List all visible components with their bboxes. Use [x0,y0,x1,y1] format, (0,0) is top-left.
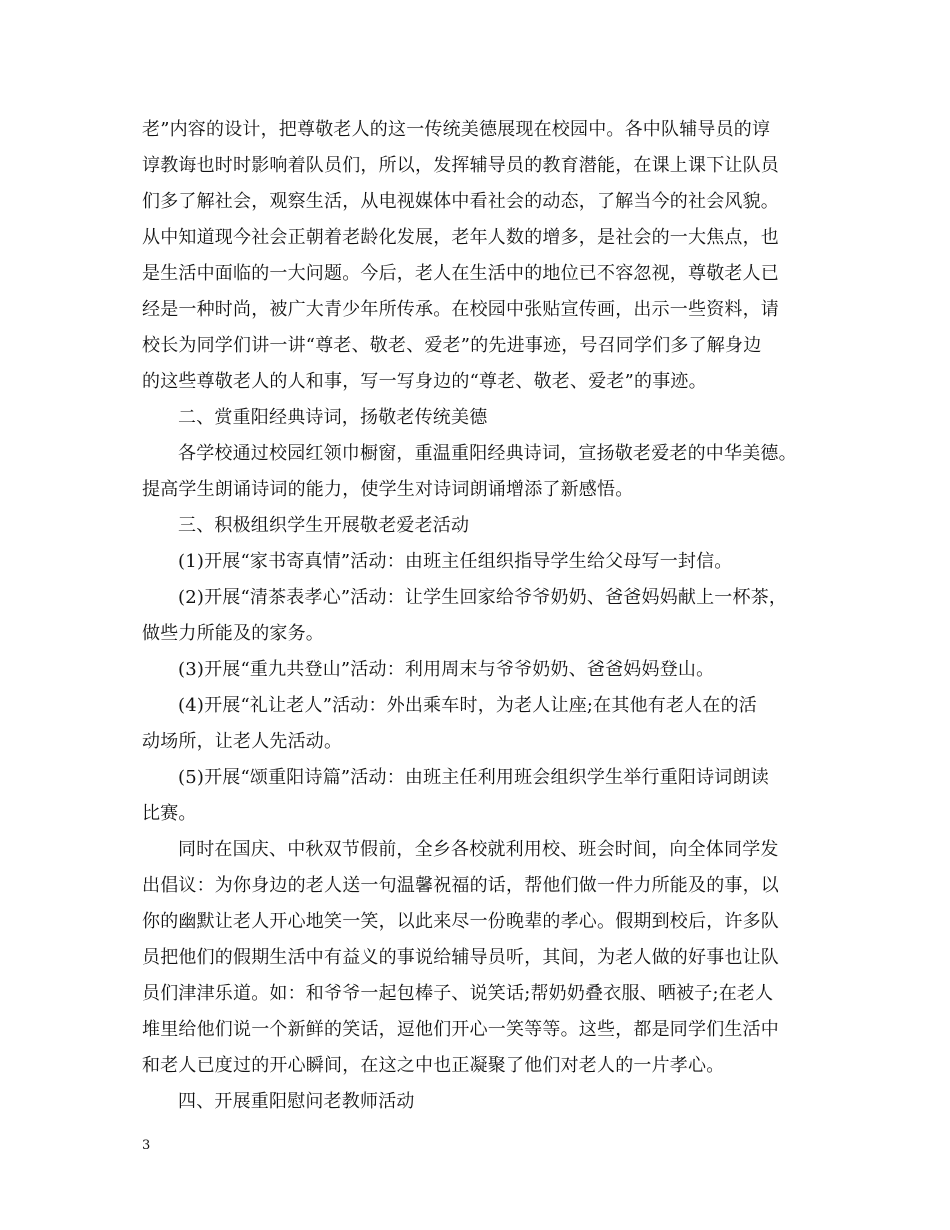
text-line-26: 堆里给他们说一个新鲜的笑话，逗他们开心一笑等等。这些，都是同学们生活中 [142,1019,779,1040]
text-line-25: 员们津津乐道。如：和爷爷一起包棒子、说笑话;帮奶奶叠衣服、晒被子;在老人 [142,983,774,1004]
text-line-6: 经是一种时尚，被广大青少年所传承。在校园中张贴宣传画，出示一些资料，请 [142,299,779,320]
text-line-22: 出倡议：为你身边的老人送一句温馨祝福的话，帮他们做一件力所能及的事，以 [142,875,779,896]
text-line-21: 同时在国庆、中秋双节假前，全乡各校就利用校、班会时间，向全体同学发 [178,839,779,860]
text-line-7: 校长为同学们讲一讲“尊老、敬老、爱老”的先进事迹，号召同学们多了解身边 [142,335,762,356]
list-item-3: (3)开展“重九共登山”活动：利用周末与爷爷奶奶、爸爸妈妈登山。 [178,659,715,680]
list-item-5: (5)开展“颂重阳诗篇”活动：由班主任利用班会组织学生举行重阳诗词朗读 [178,767,769,788]
section-heading-4: 四、开展重阳慰问老教师活动 [178,1091,415,1112]
text-line-3: 们多了解社会，观察生活，从电视媒体中看社会的动态，了解当今的社会风貌。 [142,191,779,212]
list-item-5-continued: 比赛。 [142,803,197,824]
list-item-4-continued: 动场所，让老人先活动。 [142,731,343,752]
text-line-24: 员把他们的假期生活中有益义的事说给辅导员听，其间，为老人做的好事也让队 [142,947,779,968]
list-item-2-continued: 做些力所能及的家务。 [142,623,324,644]
section-heading-2: 二、赏重阳经典诗词，扬敬老传统美德 [178,407,488,428]
list-item-4: (4)开展“礼让老人”活动：外出乘车时，为老人让座;在其他有老人在的活 [178,695,757,716]
text-line-2: 谆教诲也时时影响着队员们，所以，发挥辅导员的教育潜能，在课上课下让队员 [142,155,779,176]
text-line-5: 是生活中面临的一大问题。今后，老人在生活中的地位已不容忽视，尊敬老人已 [142,263,779,284]
text-line-10: 各学校通过校园红领巾橱窗，重温重阳经典诗词，宣扬敬老爱老的中华美德。 [178,443,797,464]
text-line-8: 的这些尊敬老人的人和事，写一写身边的“尊老、敬老、爱老”的事迹。 [142,371,707,392]
list-item-2: (2)开展“清茶表孝心”活动：让学生回家给爷爷奶奶、爸爸妈妈献上一杯茶， [178,587,788,608]
section-heading-3: 三、积极组织学生开展敬老爱老活动 [178,515,470,536]
page-number: 3 [142,1138,151,1153]
text-line-11: 提高学生朗诵诗词的能力，使学生对诗词朗诵增添了新感悟。 [142,479,634,500]
text-line-23: 你的幽默让老人开心地笑一笑，以此来尽一份晚辈的孝心。假期到校后，许多队 [142,911,779,932]
text-line-1: 老”内容的设计，把尊敬老人的这一传统美德展现在校园中。各中队辅导员的谆 [142,119,771,140]
list-item-1: (1)开展“家书寄真情”活动：由班主任组织指导学生给父母写一封信。 [178,551,733,572]
text-line-4: 从中知道现今社会正朝着老龄化发展，老年人数的增多，是社会的一大焦点，也 [142,227,779,248]
text-line-27: 和老人已度过的开心瞬间，在这之中也正凝聚了他们对老人的一片孝心。 [142,1055,725,1076]
